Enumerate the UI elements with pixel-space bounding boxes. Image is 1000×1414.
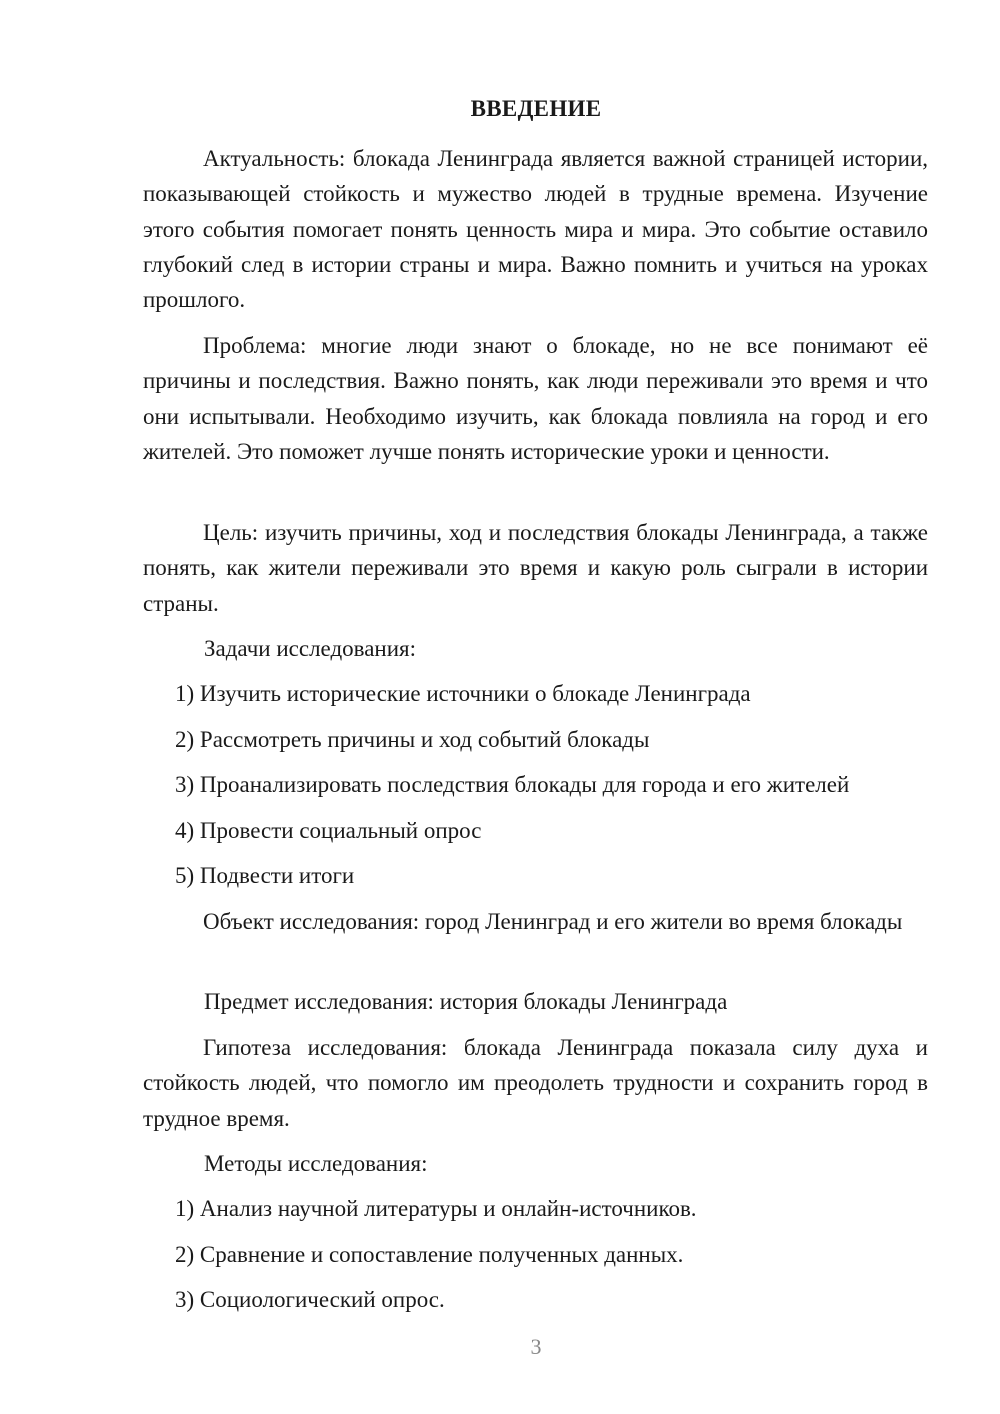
task-item: 4) Провести социальный опрос (175, 818, 482, 843)
paragraph-goal: Цель: изучить причины, ход и последствия блокады Ленинграда, а также понять, как жители переживали это время и какую роль сыграли в истории страны. (143, 520, 928, 616)
method-item: 3) Социологический опрос. (175, 1287, 445, 1312)
task-item: 5) Подвести итоги (175, 863, 355, 888)
paragraph-object: Объект исследования: город Ленинград и его жители во время блокады (203, 909, 903, 934)
page-title: ВВЕДЕНИЕ (470, 96, 602, 121)
page-number: 3 (530, 1334, 542, 1359)
paragraph-actuality: Актуальность: блокада Ленинграда является важной страницей истории, показывающей стойкость и мужество людей в трудные времена. Изучение этого события помогает понять ценность мира и мира. Это событие оставило глубокий след в истории страны и мира. Важно помнить и учиться на уроках прошлого. (143, 146, 928, 313)
paragraph-subject: Предмет исследования: история блокады Ленинграда (204, 989, 728, 1014)
task-item: 1) Изучить исторические источники о блокаде Ленинграда (175, 681, 751, 706)
task-item: 2) Рассмотреть причины и ход событий блокады (175, 727, 650, 752)
paragraph-hypothesis: Гипотеза исследования: блокада Ленинграда показала силу духа и стойкость людей, что помогло им преодолеть трудности и сохранить город в трудное время. (143, 1035, 928, 1131)
method-item: 1) Анализ научной литературы и онлайн-источников. (175, 1196, 697, 1221)
method-item: 2) Сравнение и сопоставление полученных данных. (175, 1242, 684, 1267)
tasks-heading: Задачи исследования: (204, 636, 417, 661)
methods-heading: Методы исследования: (204, 1151, 428, 1176)
paragraph-problem: Проблема: многие люди знают о блокаде, но не все понимают её причины и последствия. Важно понять, как люди переживали это время и что они испытывали. Необходимо изучить, как блокада повлияла на город и его жителей. Это поможет лучше понять исторические уроки и ценности. (143, 333, 928, 464)
task-item: 3) Проанализировать последствия блокады для города и его жителей (175, 772, 850, 797)
